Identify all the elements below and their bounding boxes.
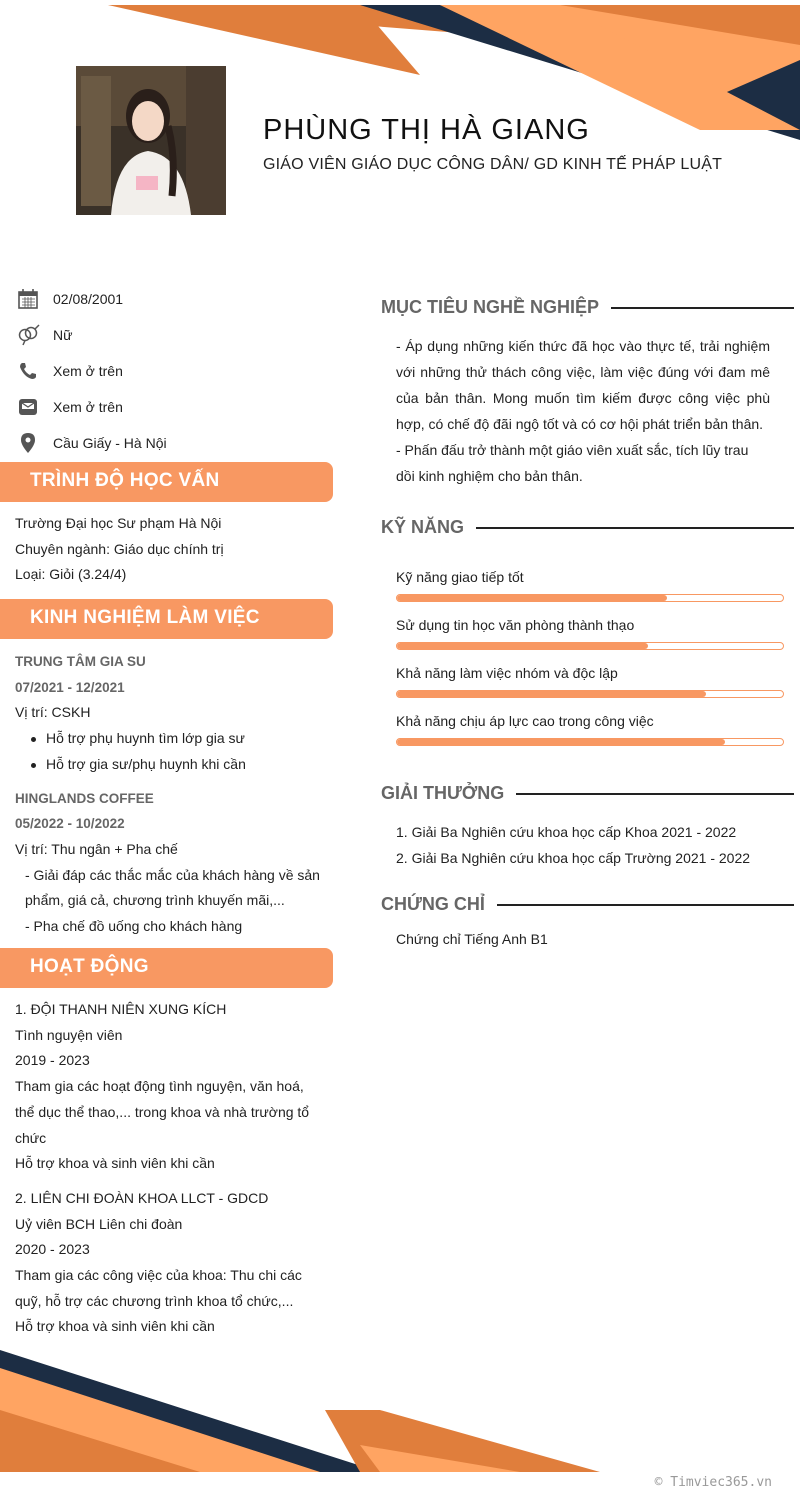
skill-fill: [397, 595, 667, 601]
activities-block: [15, 997, 325, 1340]
activity-extra: Hỗ trợ khoa và sinh viên khi cần: [15, 1155, 215, 1172]
education-heading-band: [0, 462, 333, 502]
activity-desc: quỹ, hỗ trợ các chương trình khoa tổ chức,...: [15, 1292, 294, 1309]
skill-fill: [397, 691, 706, 697]
experience-heading: KINH NGHIỆM LÀM VIỆC: [30, 607, 260, 628]
skills-heading-row: [381, 517, 794, 538]
activities-heading: HOẠT ĐỘNG: [30, 956, 149, 977]
heading-rule: [611, 307, 794, 309]
objective-heading: MỤC TIÊU NGHỀ NGHIỆP: [381, 297, 600, 317]
job-bullet: Hỗ trợ gia sư/phụ huynh khi cần: [30, 752, 325, 778]
phone-icon: [16, 359, 40, 383]
activity-name: 1. ĐỘI THANH NIÊN XUNG KÍCH: [15, 1001, 227, 1017]
objective-heading-row: [381, 297, 794, 318]
activity-period: 2019 - 2023: [15, 1052, 90, 1069]
activities-heading-band: [0, 948, 333, 988]
activity-role: Tình nguyện viên: [15, 1026, 123, 1043]
skill-fill: [397, 643, 648, 649]
heading-rule: [516, 793, 794, 795]
certificates-heading: CHỨNG CHỈ: [381, 894, 485, 914]
heading-rule: [497, 904, 794, 906]
skills-heading: KỸ NĂNG: [381, 517, 465, 537]
skill-bar: [396, 738, 784, 746]
skill-label: Sử dụng tin học văn phòng thành thạo: [396, 617, 635, 633]
job-bullets: [30, 726, 325, 777]
objective-block: [396, 333, 770, 489]
certificates-heading-row: [381, 894, 794, 915]
profile-photo: [76, 66, 226, 215]
experience-heading-band: [0, 599, 333, 639]
education-grade: Loại: Giỏi (3.24/4): [15, 566, 127, 583]
awards-heading-row: [381, 783, 794, 804]
job-detail: - Pha chế đồ uống cho khách hàng: [25, 918, 243, 935]
certificates-block: [396, 926, 770, 952]
awards-block: [396, 819, 770, 871]
job-period: 05/2022 - 10/2022: [15, 816, 125, 832]
education-heading: TRÌNH ĐỘ HỌC VẤN: [30, 470, 220, 491]
job-company: TRUNG TÂM GIA SU: [15, 654, 146, 669]
contact-address: [16, 425, 326, 461]
skill-bar: [396, 594, 784, 602]
gender-icon: [16, 323, 40, 347]
job-detail: - Giải đáp các thắc mắc của khách hàng về sản: [25, 866, 320, 883]
contact-list: [16, 281, 326, 461]
heading-rule: [476, 527, 794, 529]
experience-block: [15, 649, 325, 940]
contact-gender: [16, 317, 326, 353]
job-position: Vị trí: Thu ngân + Pha chế: [15, 840, 178, 857]
skill-bar: [396, 642, 784, 650]
contact-phone: [16, 353, 326, 389]
education-major: Chuyên ngành: Giáo dục chính trị: [15, 540, 224, 557]
award-item: 1. Giải Ba Nghiên cứu khoa học cấp Khoa 2021 - 2022: [396, 824, 737, 840]
skill-fill: [397, 739, 725, 745]
phone-text: Xem ở trên: [53, 363, 123, 379]
address-text: Cầu Giấy - Hà Nội: [53, 435, 167, 451]
education-school: Trường Đại học Sư phạm Hà Nội: [15, 515, 222, 531]
activity-desc: chức: [15, 1129, 47, 1146]
activity-desc: Tham gia các hoạt động tình nguyện, văn hoá,: [15, 1078, 304, 1095]
birthday-text: 02/08/2001: [53, 291, 124, 307]
gender-text: Nữ: [53, 327, 73, 343]
awards-heading: GIẢI THƯỞNG: [381, 783, 505, 803]
contact-email: [16, 389, 326, 425]
award-item: 2. Giải Ba Nghiên cứu khoa học cấp Trường 2021 - 2022: [396, 850, 751, 866]
job-company: HINGLANDS COFFEE: [15, 790, 154, 806]
footer-copyright: © Timviec365.vn: [654, 1475, 772, 1490]
certificate-item: Chứng chỉ Tiếng Anh B1: [396, 931, 548, 947]
activity-desc: Tham gia các công việc của khoa: Thu chi các: [15, 1267, 302, 1284]
activity-extra: Hỗ trợ khoa và sinh viên khi cần: [15, 1318, 215, 1335]
email-text: Xem ở trên: [53, 399, 123, 415]
objective-text-2: - Phấn đấu trở thành một giáo viên xuất sắc, tích lũy trau dồi kinh nghiệm cho bản thân.: [396, 442, 749, 484]
skill-label: Khả năng chịu áp lực cao trong công việc: [396, 713, 654, 729]
activity-name: 2. LIÊN CHI ĐOÀN KHOA LLCT - GDCD: [15, 1189, 269, 1206]
contact-birthday: [16, 281, 326, 317]
footer-decoration: [0, 1350, 800, 1475]
activity-role: Uỷ viên BCH Liên chi đoàn: [15, 1215, 183, 1232]
skill-label: Kỹ năng giao tiếp tốt: [396, 569, 524, 585]
candidate-name: PHÙNG THỊ HÀ GIANG: [263, 114, 590, 146]
calendar-icon: [16, 287, 40, 311]
skill-label: Khả năng làm việc nhóm và độc lập: [396, 665, 618, 681]
job-position: Vị trí: CSKH: [15, 704, 91, 721]
job-period: 07/2021 - 12/2021: [15, 679, 125, 695]
job-bullet: Hỗ trợ phụ huynh tìm lớp gia sư: [30, 726, 325, 752]
skill-bar: [396, 690, 784, 698]
objective-text: - Áp dụng những kiến thức đã học vào thực tế, trải nghiệm với những thử thách công việc, làm việc đúng với đam mê của bản thân. Mong muốn tìm kiếm được công việc phù hợp, có chế độ đãi ngộ tốt và có cơ hội phát triển bản thân.: [396, 338, 770, 432]
activity-period: 2020 - 2023: [15, 1241, 90, 1258]
location-icon: [16, 431, 40, 455]
job-detail: phẩm, giá cả, chương trình khuyến mãi,...: [25, 892, 285, 909]
education-block: [15, 511, 325, 588]
email-icon: [16, 395, 40, 419]
activity-desc: thể dục thể thao,... trong khoa và nhà trường tổ: [15, 1103, 310, 1120]
candidate-title: GIÁO VIÊN GIÁO DỤC CÔNG DÂN/ GD KINH TẾ PHÁP LUẬT: [263, 156, 723, 173]
